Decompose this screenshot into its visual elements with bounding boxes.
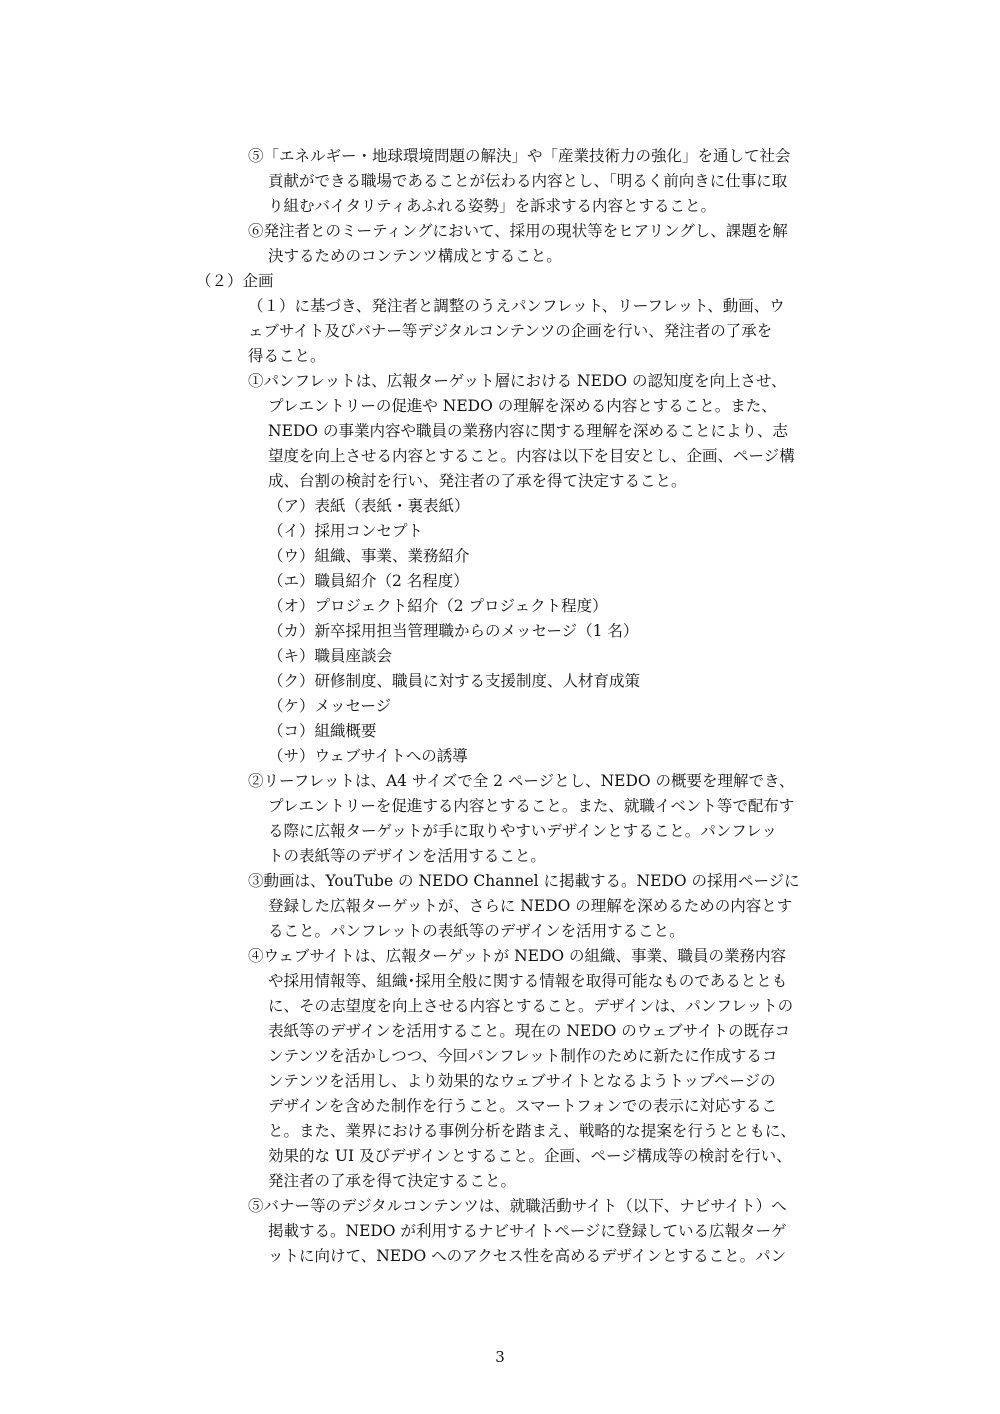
list-item-a: （ア）表紙（表紙・裏表紙） xyxy=(268,497,470,515)
text-line-pamphlet-5: 成、台割の検討を行い、発注者の了承を得て決定すること。 xyxy=(268,472,687,490)
list-item-ko: （コ）組織概要 xyxy=(268,722,377,740)
text-line-item5-2: 貢献ができる職場であることが伝わる内容とし、「明るく前向きに仕事に取 xyxy=(268,172,788,190)
text-line-item5-1: ⑤「エネルギー・地球環境問題の解決」や「産業技術力の強化」を通して社会 xyxy=(248,147,791,165)
text-line-website-9: 効果的な UI 及びデザインとすること。企画、ページ構成等の検討を行い、 xyxy=(268,1147,792,1165)
page-number: 3 xyxy=(495,1348,505,1366)
text-line-website-4: 表紙等のデザインを活用すること。現在の NEDO のウェブサイトの既存コ xyxy=(268,1022,791,1040)
planning-intro-1: （１）に基づき、発注者と調整のうえパンフレット、リーフレット、動画、ウ xyxy=(248,297,785,315)
text-line-leaflet-2: プレエントリーを促進する内容とすること。また、就職イベント等で配布す xyxy=(268,797,795,815)
list-item-ku: （ク）研修制度、職員に対する支援制度、人材育成策 xyxy=(268,672,641,690)
text-line-video-1: ③動画は、YouTube の NEDO Channel に掲載する。NEDO の採用ページに xyxy=(248,872,800,890)
text-line-item5-3: り組むバイタリティあふれる姿勢」を訴求する内容とすること。 xyxy=(268,197,716,215)
text-line-item6-2: 決するためのコンテンツ構成とすること。 xyxy=(268,247,562,265)
text-line-leaflet-3: る際に広報ターゲットが手に取りやすいデザインとすること。パンフレッ xyxy=(268,822,778,840)
text-line-website-7: デザインを含めた制作を行うこと。スマートフォンでの表示に対応するこ xyxy=(268,1097,777,1115)
text-line-video-3: ること。パンフレットの表紙等のデザインを活用すること。 xyxy=(268,922,685,940)
planning-intro-3: 得ること。 xyxy=(248,347,326,365)
text-line-pamphlet-2: プレエントリーの促進や NEDO の理解を深める内容とすること。また、 xyxy=(268,397,777,415)
text-line-website-2: や採用情報等、組織･採用全般に関する情報を取得可能なものであるととも xyxy=(268,972,788,990)
planning-intro-2: ェブサイト及びバナー等デジタルコンテンツの企画を行い、発注者の了承を xyxy=(248,322,773,340)
list-item-u: （ウ）組織、事業、業務紹介 xyxy=(268,547,470,565)
text-line-banner-2: 掲載する。NEDO が利用するナビサイトページに登録している広報ターゲ xyxy=(268,1222,787,1240)
text-line-banner-1: ⑤バナー等のデジタルコンテンツは、就職活動サイト（以下、ナビサイト）へ xyxy=(248,1197,787,1215)
section-heading-planning: （２）企画 xyxy=(196,272,274,290)
text-line-leaflet-1: ②リーフレットは、A4 サイズで全 2 ページとし、NEDO の概要を理解でき、 xyxy=(248,772,795,790)
text-line-website-1: ④ウェブサイトは、広報ターゲットが NEDO の組織、事業、職員の業務内容 xyxy=(248,947,787,965)
text-line-leaflet-4: トの表紙等のデザインを活用すること。 xyxy=(268,847,546,865)
list-item-sa: （サ）ウェブサイトへの誘導 xyxy=(268,747,468,765)
text-line-website-8: と。また、業界における事例分析を踏まえ、戦略的な提案を行うとともに、 xyxy=(268,1122,796,1140)
text-line-item6-1: ⑥発注者とのミーティングにおいて、採用の現状等をヒアリングし、課題を解 xyxy=(248,222,788,240)
text-line-pamphlet-4: 望度を向上させる内容とすること。内容は以下を目安とし、企画、ページ構 xyxy=(268,447,795,465)
text-line-pamphlet-1: ①パンフレットは、広報ターゲット層における NEDO の認知度を向上させ、 xyxy=(248,372,787,390)
text-line-banner-3: ットに向けて、NEDO へのアクセス性を高めるデザインとすること。パン xyxy=(268,1247,787,1265)
text-line-website-6: ンテンツを活用し、より効果的なウェブサイトとなるようトップページの xyxy=(268,1072,776,1090)
list-item-o: （オ）プロジェクト紹介（2 プロジェクト程度） xyxy=(268,597,608,615)
text-line-website-3: に、その志望度を向上させる内容とすること。デザインは、パンフレットの xyxy=(268,997,794,1015)
list-item-ki: （キ）職員座談会 xyxy=(268,647,393,665)
list-item-ke: （ケ）メッセージ xyxy=(268,697,392,715)
text-line-website-10: 発注者の了承を得て決定すること。 xyxy=(268,1172,517,1190)
list-item-e: （エ）職員紹介（2 名程度） xyxy=(268,572,469,590)
list-item-i: （イ）採用コンセプト xyxy=(268,522,424,540)
list-item-ka: （カ）新卒採用担当管理職からのメッセージ（1 名） xyxy=(268,622,639,640)
text-line-website-5: ンテンツを活かしつつ、今回パンフレット制作のために新たに作成するコ xyxy=(268,1047,778,1065)
text-line-video-2: 登録した広報ターゲットが、さらに NEDO の理解を深めるための内容とす xyxy=(268,897,793,915)
text-line-pamphlet-3: NEDO の事業内容や職員の業務内容に関する理解を深めることにより、志 xyxy=(268,422,788,440)
